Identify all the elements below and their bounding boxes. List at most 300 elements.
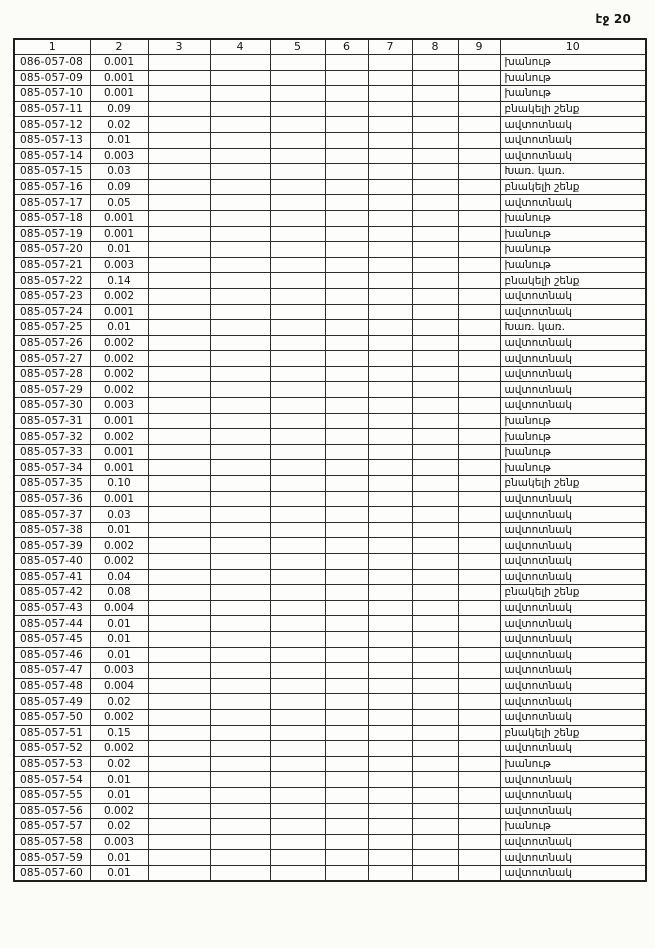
empty-cell xyxy=(148,850,210,866)
building-type-cell: խանութ xyxy=(500,242,646,258)
building-type-cell: ավտոտնակ xyxy=(500,663,646,679)
building-type-cell: խանութ xyxy=(500,70,646,86)
empty-cell xyxy=(368,741,412,757)
empty-cell xyxy=(458,585,500,601)
empty-cell xyxy=(412,304,458,320)
empty-cell xyxy=(412,460,458,476)
empty-cell xyxy=(368,554,412,570)
empty-cell xyxy=(458,70,500,86)
table-row xyxy=(14,865,646,881)
empty-cell xyxy=(210,803,270,819)
area-value-cell: 0.001 xyxy=(90,491,148,507)
building-type-cell: բնակելի շենք xyxy=(500,179,646,195)
cadastre-code-cell: 085-057-32 xyxy=(14,429,90,445)
empty-cell xyxy=(412,179,458,195)
empty-cell xyxy=(210,101,270,117)
area-value-cell: 0.002 xyxy=(90,382,148,398)
empty-cell xyxy=(325,70,368,86)
area-value-cell: 0.04 xyxy=(90,569,148,585)
building-type-cell: խանութ xyxy=(500,819,646,835)
table-row xyxy=(14,476,646,492)
empty-cell xyxy=(148,803,210,819)
empty-cell xyxy=(412,164,458,180)
empty-cell xyxy=(210,585,270,601)
cadastre-code-cell: 085-057-57 xyxy=(14,819,90,835)
empty-cell xyxy=(368,600,412,616)
empty-cell xyxy=(368,725,412,741)
table-row xyxy=(14,647,646,663)
building-type-cell: ավտոտնակ xyxy=(500,834,646,850)
empty-cell xyxy=(148,554,210,570)
empty-cell xyxy=(148,413,210,429)
cadastre-code-cell: 085-057-29 xyxy=(14,382,90,398)
empty-cell xyxy=(368,320,412,336)
empty-cell xyxy=(270,148,325,164)
empty-cell xyxy=(458,226,500,242)
empty-cell xyxy=(210,725,270,741)
empty-cell xyxy=(458,694,500,710)
building-type-cell: խանութ xyxy=(500,210,646,226)
cadastre-code-cell: 085-057-33 xyxy=(14,444,90,460)
empty-cell xyxy=(412,55,458,71)
empty-cell xyxy=(368,663,412,679)
empty-cell xyxy=(368,226,412,242)
empty-cell xyxy=(412,569,458,585)
empty-cell xyxy=(270,554,325,570)
empty-cell xyxy=(148,476,210,492)
table-row xyxy=(14,663,646,679)
empty-cell xyxy=(270,382,325,398)
empty-cell xyxy=(270,741,325,757)
empty-cell xyxy=(148,663,210,679)
empty-cell xyxy=(325,819,368,835)
empty-cell xyxy=(148,288,210,304)
building-type-cell: ավտոտնակ xyxy=(500,507,646,523)
empty-cell xyxy=(270,585,325,601)
empty-cell xyxy=(270,288,325,304)
column-header: 3 xyxy=(148,39,210,55)
empty-cell xyxy=(148,585,210,601)
area-value-cell: 0.001 xyxy=(90,86,148,102)
empty-cell xyxy=(148,398,210,414)
empty-cell xyxy=(148,631,210,647)
cadastre-code-cell: 085-057-50 xyxy=(14,709,90,725)
empty-cell xyxy=(368,86,412,102)
empty-cell xyxy=(325,522,368,538)
cadastre-code-cell: 085-057-46 xyxy=(14,647,90,663)
empty-cell xyxy=(412,741,458,757)
empty-cell xyxy=(270,226,325,242)
table-row xyxy=(14,429,646,445)
building-type-cell: ավտոտնակ xyxy=(500,741,646,757)
cadastre-code-cell: 085-057-38 xyxy=(14,522,90,538)
empty-cell xyxy=(270,210,325,226)
empty-cell xyxy=(210,55,270,71)
empty-cell xyxy=(270,351,325,367)
table-row xyxy=(14,850,646,866)
empty-cell xyxy=(412,351,458,367)
empty-cell xyxy=(325,585,368,601)
table-row xyxy=(14,257,646,273)
cadastre-code-cell: 085-057-60 xyxy=(14,865,90,881)
building-type-cell: ավտոտնակ xyxy=(500,569,646,585)
area-value-cell: 0.05 xyxy=(90,195,148,211)
cadastre-code-cell: 085-057-30 xyxy=(14,398,90,414)
empty-cell xyxy=(210,850,270,866)
table-header-row xyxy=(14,39,646,55)
cadastre-code-cell: 085-057-31 xyxy=(14,413,90,429)
area-value-cell: 0.003 xyxy=(90,148,148,164)
cadastre-code-cell: 085-057-20 xyxy=(14,242,90,258)
empty-cell xyxy=(458,304,500,320)
empty-cell xyxy=(325,647,368,663)
building-type-cell: ավտոտնակ xyxy=(500,678,646,694)
empty-cell xyxy=(210,210,270,226)
empty-cell xyxy=(325,398,368,414)
table-row xyxy=(14,678,646,694)
empty-cell xyxy=(210,226,270,242)
empty-cell xyxy=(458,647,500,663)
empty-cell xyxy=(368,210,412,226)
empty-cell xyxy=(325,491,368,507)
empty-cell xyxy=(210,772,270,788)
empty-cell xyxy=(412,507,458,523)
cadastre-code-cell: 085-057-42 xyxy=(14,585,90,601)
area-value-cell: 0.001 xyxy=(90,444,148,460)
area-value-cell: 0.15 xyxy=(90,725,148,741)
cadastre-code-cell: 085-057-54 xyxy=(14,772,90,788)
table-body xyxy=(14,55,646,881)
empty-cell xyxy=(458,678,500,694)
empty-cell xyxy=(368,304,412,320)
empty-cell xyxy=(210,709,270,725)
empty-cell xyxy=(210,273,270,289)
empty-cell xyxy=(148,320,210,336)
empty-cell xyxy=(368,288,412,304)
empty-cell xyxy=(270,569,325,585)
empty-cell xyxy=(458,148,500,164)
empty-cell xyxy=(458,803,500,819)
empty-cell xyxy=(368,803,412,819)
empty-cell xyxy=(148,600,210,616)
building-type-cell: բնակելի շենք xyxy=(500,725,646,741)
empty-cell xyxy=(325,101,368,117)
table-row xyxy=(14,460,646,476)
empty-cell xyxy=(325,273,368,289)
cadastre-code-cell: 085-057-48 xyxy=(14,678,90,694)
empty-cell xyxy=(412,242,458,258)
empty-cell xyxy=(148,273,210,289)
empty-cell xyxy=(210,148,270,164)
empty-cell xyxy=(270,335,325,351)
table-row xyxy=(14,725,646,741)
table-row xyxy=(14,709,646,725)
empty-cell xyxy=(210,288,270,304)
empty-cell xyxy=(148,101,210,117)
cadastre-code-cell: 085-057-14 xyxy=(14,148,90,164)
empty-cell xyxy=(148,70,210,86)
column-header: 9 xyxy=(458,39,500,55)
building-type-cell: խանութ xyxy=(500,257,646,273)
empty-cell xyxy=(270,273,325,289)
area-value-cell: 0.01 xyxy=(90,616,148,632)
table-row xyxy=(14,819,646,835)
building-type-cell: ավտոտնակ xyxy=(500,772,646,788)
empty-cell xyxy=(270,398,325,414)
empty-cell xyxy=(148,148,210,164)
area-value-cell: 0.02 xyxy=(90,819,148,835)
empty-cell xyxy=(412,725,458,741)
empty-cell xyxy=(458,132,500,148)
empty-cell xyxy=(148,195,210,211)
empty-cell xyxy=(368,616,412,632)
empty-cell xyxy=(458,507,500,523)
empty-cell xyxy=(325,803,368,819)
empty-cell xyxy=(368,179,412,195)
empty-cell xyxy=(325,444,368,460)
empty-cell xyxy=(270,756,325,772)
empty-cell xyxy=(270,725,325,741)
area-value-cell: 0.01 xyxy=(90,132,148,148)
table-row xyxy=(14,366,646,382)
cadastre-code-cell: 085-057-51 xyxy=(14,725,90,741)
empty-cell xyxy=(412,86,458,102)
building-type-cell: խանութ xyxy=(500,756,646,772)
empty-cell xyxy=(412,148,458,164)
empty-cell xyxy=(458,273,500,289)
empty-cell xyxy=(412,444,458,460)
empty-cell xyxy=(148,117,210,133)
building-type-cell: Խառ. կառ. xyxy=(500,320,646,336)
cadastre-code-cell: 085-057-35 xyxy=(14,476,90,492)
empty-cell xyxy=(210,366,270,382)
cadastre-code-cell: 085-057-43 xyxy=(14,600,90,616)
empty-cell xyxy=(148,366,210,382)
table-row xyxy=(14,117,646,133)
empty-cell xyxy=(412,865,458,881)
empty-cell xyxy=(210,819,270,835)
cadastre-code-cell: 086-057-08 xyxy=(14,55,90,71)
building-type-cell: ավտոտնակ xyxy=(500,554,646,570)
area-value-cell: 0.003 xyxy=(90,398,148,414)
empty-cell xyxy=(368,382,412,398)
cadastre-code-cell: 085-057-18 xyxy=(14,210,90,226)
table-row xyxy=(14,304,646,320)
table-row xyxy=(14,320,646,336)
empty-cell xyxy=(148,351,210,367)
empty-cell xyxy=(210,647,270,663)
empty-cell xyxy=(210,865,270,881)
empty-cell xyxy=(368,257,412,273)
area-value-cell: 0.10 xyxy=(90,476,148,492)
empty-cell xyxy=(458,351,500,367)
empty-cell xyxy=(325,366,368,382)
table-row xyxy=(14,226,646,242)
empty-cell xyxy=(270,70,325,86)
empty-cell xyxy=(458,787,500,803)
empty-cell xyxy=(412,756,458,772)
page-number-label: էջ 20 xyxy=(595,12,631,26)
empty-cell xyxy=(210,756,270,772)
area-value-cell: 0.003 xyxy=(90,663,148,679)
empty-cell xyxy=(270,850,325,866)
empty-cell xyxy=(325,709,368,725)
cadastre-code-cell: 085-057-27 xyxy=(14,351,90,367)
cadastre-code-cell: 085-057-11 xyxy=(14,101,90,117)
empty-cell xyxy=(368,819,412,835)
building-type-cell: ավտոտնակ xyxy=(500,366,646,382)
cadastre-code-cell: 085-057-41 xyxy=(14,569,90,585)
cadastre-code-cell: 085-057-22 xyxy=(14,273,90,289)
empty-cell xyxy=(270,709,325,725)
empty-cell xyxy=(458,242,500,258)
empty-cell xyxy=(368,164,412,180)
table-row xyxy=(14,756,646,772)
cadastre-code-cell: 085-057-17 xyxy=(14,195,90,211)
table-row xyxy=(14,803,646,819)
cadastre-code-cell: 085-057-39 xyxy=(14,538,90,554)
empty-cell xyxy=(412,195,458,211)
building-type-cell: բնակելի շենք xyxy=(500,585,646,601)
empty-cell xyxy=(325,834,368,850)
table-row xyxy=(14,787,646,803)
empty-cell xyxy=(148,179,210,195)
empty-cell xyxy=(325,663,368,679)
empty-cell xyxy=(210,132,270,148)
area-value-cell: 0.09 xyxy=(90,179,148,195)
table-row xyxy=(14,569,646,585)
building-type-cell: ավտոտնակ xyxy=(500,195,646,211)
area-value-cell: 0.001 xyxy=(90,460,148,476)
building-type-cell: ավտոտնակ xyxy=(500,288,646,304)
area-value-cell: 0.003 xyxy=(90,257,148,273)
empty-cell xyxy=(412,210,458,226)
table-row xyxy=(14,273,646,289)
empty-cell xyxy=(368,351,412,367)
table-row xyxy=(14,507,646,523)
empty-cell xyxy=(270,787,325,803)
empty-cell xyxy=(325,226,368,242)
empty-cell xyxy=(148,226,210,242)
empty-cell xyxy=(325,460,368,476)
empty-cell xyxy=(412,538,458,554)
cadastre-code-cell: 085-057-53 xyxy=(14,756,90,772)
empty-cell xyxy=(210,507,270,523)
empty-cell xyxy=(210,663,270,679)
table-row xyxy=(14,335,646,351)
table-row xyxy=(14,398,646,414)
empty-cell xyxy=(368,476,412,492)
area-value-cell: 0.01 xyxy=(90,865,148,881)
empty-cell xyxy=(148,242,210,258)
area-value-cell: 0.01 xyxy=(90,522,148,538)
empty-cell xyxy=(458,398,500,414)
empty-cell xyxy=(458,444,500,460)
empty-cell xyxy=(412,288,458,304)
empty-cell xyxy=(270,694,325,710)
empty-cell xyxy=(270,257,325,273)
empty-cell xyxy=(148,257,210,273)
table-row xyxy=(14,242,646,258)
empty-cell xyxy=(458,491,500,507)
empty-cell xyxy=(148,210,210,226)
empty-cell xyxy=(458,429,500,445)
empty-cell xyxy=(368,538,412,554)
area-value-cell: 0.08 xyxy=(90,585,148,601)
empty-cell xyxy=(270,366,325,382)
empty-cell xyxy=(325,148,368,164)
empty-cell xyxy=(368,335,412,351)
empty-cell xyxy=(148,55,210,71)
empty-cell xyxy=(325,164,368,180)
area-value-cell: 0.01 xyxy=(90,850,148,866)
cadastre-code-cell: 085-057-40 xyxy=(14,554,90,570)
cadastre-code-cell: 085-057-37 xyxy=(14,507,90,523)
area-value-cell: 0.002 xyxy=(90,335,148,351)
empty-cell xyxy=(270,663,325,679)
building-type-cell: բնակելի շենք xyxy=(500,273,646,289)
empty-cell xyxy=(325,507,368,523)
empty-cell xyxy=(368,273,412,289)
empty-cell xyxy=(412,226,458,242)
empty-cell xyxy=(270,304,325,320)
empty-cell xyxy=(325,569,368,585)
empty-cell xyxy=(458,663,500,679)
cadastre-code-cell: 085-057-28 xyxy=(14,366,90,382)
empty-cell xyxy=(412,101,458,117)
cadastre-code-cell: 085-057-45 xyxy=(14,631,90,647)
empty-cell xyxy=(368,569,412,585)
empty-cell xyxy=(458,538,500,554)
empty-cell xyxy=(210,195,270,211)
empty-cell xyxy=(270,86,325,102)
empty-cell xyxy=(210,522,270,538)
empty-cell xyxy=(368,117,412,133)
empty-cell xyxy=(210,429,270,445)
cadastre-code-cell: 085-057-16 xyxy=(14,179,90,195)
empty-cell xyxy=(325,195,368,211)
empty-cell xyxy=(368,507,412,523)
empty-cell xyxy=(458,819,500,835)
empty-cell xyxy=(412,398,458,414)
empty-cell xyxy=(148,787,210,803)
empty-cell xyxy=(325,86,368,102)
empty-cell xyxy=(368,694,412,710)
building-type-cell: ավտոտնակ xyxy=(500,709,646,725)
empty-cell xyxy=(325,117,368,133)
empty-cell xyxy=(148,304,210,320)
empty-cell xyxy=(148,725,210,741)
empty-cell xyxy=(270,819,325,835)
empty-cell xyxy=(458,600,500,616)
area-value-cell: 0.14 xyxy=(90,273,148,289)
building-type-cell: ավտոտնակ xyxy=(500,647,646,663)
cadastre-code-cell: 085-057-26 xyxy=(14,335,90,351)
empty-cell xyxy=(148,756,210,772)
empty-cell xyxy=(368,678,412,694)
empty-cell xyxy=(412,273,458,289)
empty-cell xyxy=(148,444,210,460)
building-type-cell: ավտոտնակ xyxy=(500,803,646,819)
empty-cell xyxy=(325,772,368,788)
empty-cell xyxy=(148,382,210,398)
empty-cell xyxy=(368,101,412,117)
empty-cell xyxy=(368,772,412,788)
empty-cell xyxy=(412,554,458,570)
empty-cell xyxy=(368,132,412,148)
area-value-cell: 0.002 xyxy=(90,709,148,725)
empty-cell xyxy=(458,725,500,741)
